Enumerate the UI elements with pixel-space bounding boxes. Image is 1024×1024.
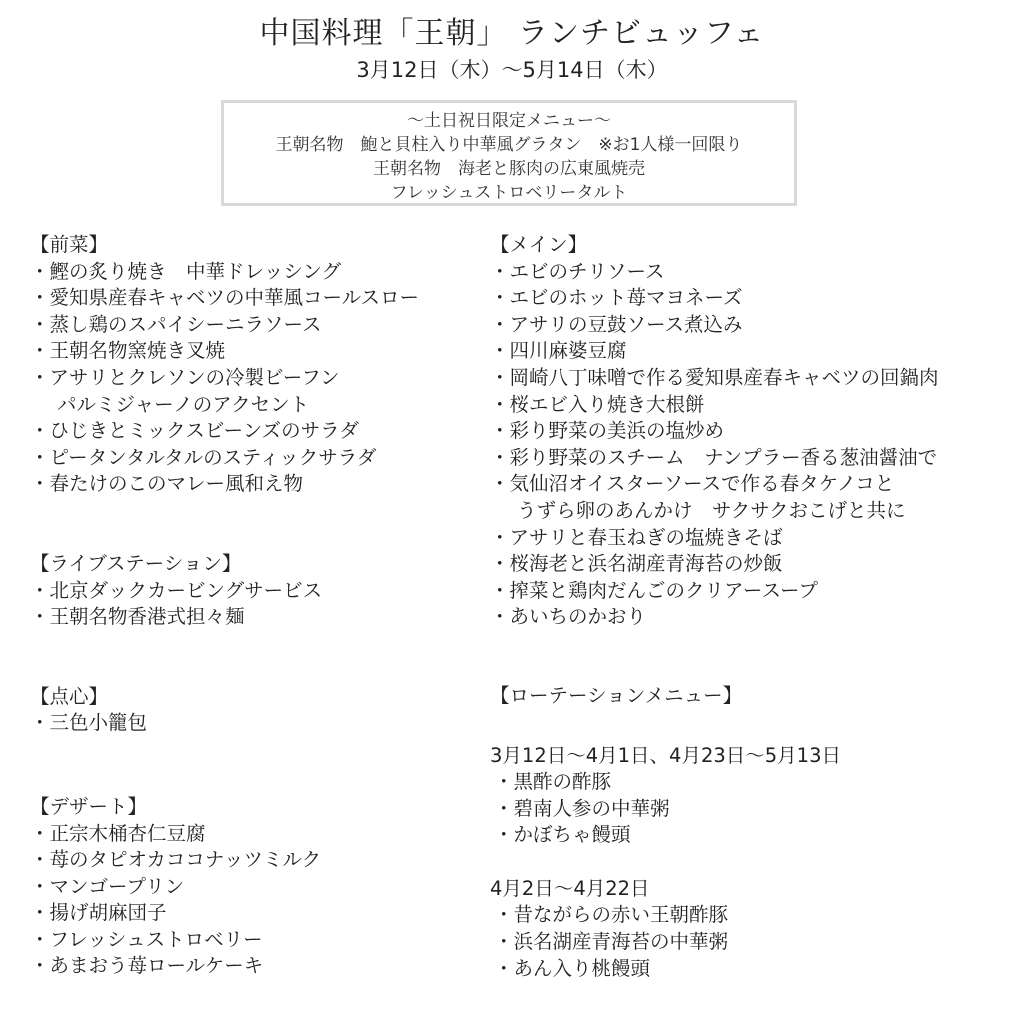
right-column <box>490 232 1010 982</box>
list-item: ・ 北京ダックカービングサービス <box>30 578 500 605</box>
list-item-continuation: うずら卵のあんかけ サクサクおこげと共に <box>517 498 906 522</box>
list-item-continuation: パルミジャーノのアクセント <box>57 392 310 416</box>
list-item: ・ あん入り桃饅頭 <box>490 956 1010 983</box>
list-item: ・ 気仙沼オイスターソースで作る春タケノコと <box>490 471 1010 498</box>
list-item: ・ 鰹の炙り焼き 中華ドレッシング <box>30 259 500 286</box>
list-item: ・ 黒酢の酢豚 <box>490 769 1010 796</box>
list-item: ・ 浜名湖産青海苔の中華粥 <box>490 929 1010 956</box>
section-title-main: 【メイン】 <box>490 233 588 256</box>
list-item: ・ アサリとクレソンの冷製ビーフン <box>30 365 500 392</box>
list-item: ・ ひじきとミックスビーンズのサラダ <box>30 418 500 445</box>
list-item: ・ 春たけのこのマレー風和え物 <box>30 471 500 498</box>
section-title-live-station: 【ライブステーション】 <box>30 551 242 575</box>
list-item: ・ 桜海老と浜名湖産青海苔の炒飯 <box>490 551 1010 578</box>
spacer <box>490 631 1010 683</box>
list-item: ・ ピータンタルタルのスティックサラダ <box>30 445 500 472</box>
list-item: ・ 蒸し鶏のスパイシーニラソース <box>30 312 500 339</box>
section-title-tenshin: 【点心】 <box>30 684 109 708</box>
list-item: ・ 愛知県産春キャベツの中華風コールスロー <box>30 285 500 312</box>
list-item: ・ エビのホット苺マヨネーズ <box>490 285 1010 312</box>
rotation-period-2: 4月2日～4月22日 <box>490 876 650 900</box>
section-title-zensai: 【前菜】 <box>30 233 109 256</box>
list-item: ・ 王朝名物窯焼き叉焼 <box>30 338 500 365</box>
weekend-box-line: 王朝名物 鮑と貝柱入り中華風グラタン ※お1人様一回限り <box>275 135 743 155</box>
spacer <box>490 710 1010 743</box>
spacer <box>30 737 500 794</box>
spacer <box>30 631 500 684</box>
list-item: ・ あまおう苺ロールケーキ <box>30 953 500 980</box>
weekend-box-line: 王朝名物 海老と豚肉の広東風焼売 <box>373 159 645 179</box>
list-item: ・ 四川麻婆豆腐 <box>490 338 1010 365</box>
event-dates: 3月12日（木）～5月14日（木） <box>356 58 668 82</box>
weekend-limited-box <box>221 100 797 206</box>
list-item: ・ かぼちゃ饅頭 <box>490 822 1010 849</box>
list-item: ・ 桜エビ入り焼き大根餅 <box>490 392 1010 419</box>
list-item: ・ 彩り野菜のスチーム ナンプラー香る葱油醤油で <box>490 445 1010 472</box>
list-item: ・ 岡崎八丁味噌で作る愛知県産春キャベツの回鍋肉 <box>490 365 1010 392</box>
list-item: ・ 三色小籠包 <box>30 710 500 737</box>
weekend-box-line: フレッシュストロベリータルト <box>390 183 628 203</box>
list-item: ・ 王朝名物香港式担々麺 <box>30 604 500 631</box>
section-title-dessert: 【デザート】 <box>30 794 148 818</box>
list-item: ・ あいちのかおり <box>490 604 1010 631</box>
section-title-rotation: 【ローテーションメニュー】 <box>490 683 743 707</box>
spacer <box>490 849 1010 876</box>
list-item: ・ 昔ながらの赤い王朝酢豚 <box>490 902 1010 929</box>
rotation-period-1: 3月12日～4月1日、4月23日～5月13日 <box>490 743 841 767</box>
list-item: ・ フレッシュストロベリー <box>30 927 500 954</box>
spacer <box>30 498 500 551</box>
list-item: ・ 苺のタピオカココナッツミルク <box>30 847 500 874</box>
list-item: ・ アサリと春玉ねぎの塩焼きそば <box>490 525 1010 552</box>
list-item: ・ 碧南人参の中華粥 <box>490 796 1010 823</box>
list-item: ・ 彩り野菜の美浜の塩炒め <box>490 418 1010 445</box>
left-column <box>30 232 500 980</box>
list-item: ・ 搾菜と鶏肉だんごのクリアースープ <box>490 578 1010 605</box>
list-item: ・ 揚げ胡麻団子 <box>30 900 500 927</box>
page-title: 中国料理「王朝」 ランチビュッフェ <box>259 16 765 51</box>
list-item: ・ エビのチリソース <box>490 259 1010 286</box>
weekend-box-heading: ～土日祝日限定メニュー～ <box>407 111 611 131</box>
list-item: ・ 正宗木桶杏仁豆腐 <box>30 821 500 848</box>
list-item: ・ マンゴープリン <box>30 874 500 901</box>
list-item: ・ アサリの豆鼓ソース煮込み <box>490 312 1010 339</box>
